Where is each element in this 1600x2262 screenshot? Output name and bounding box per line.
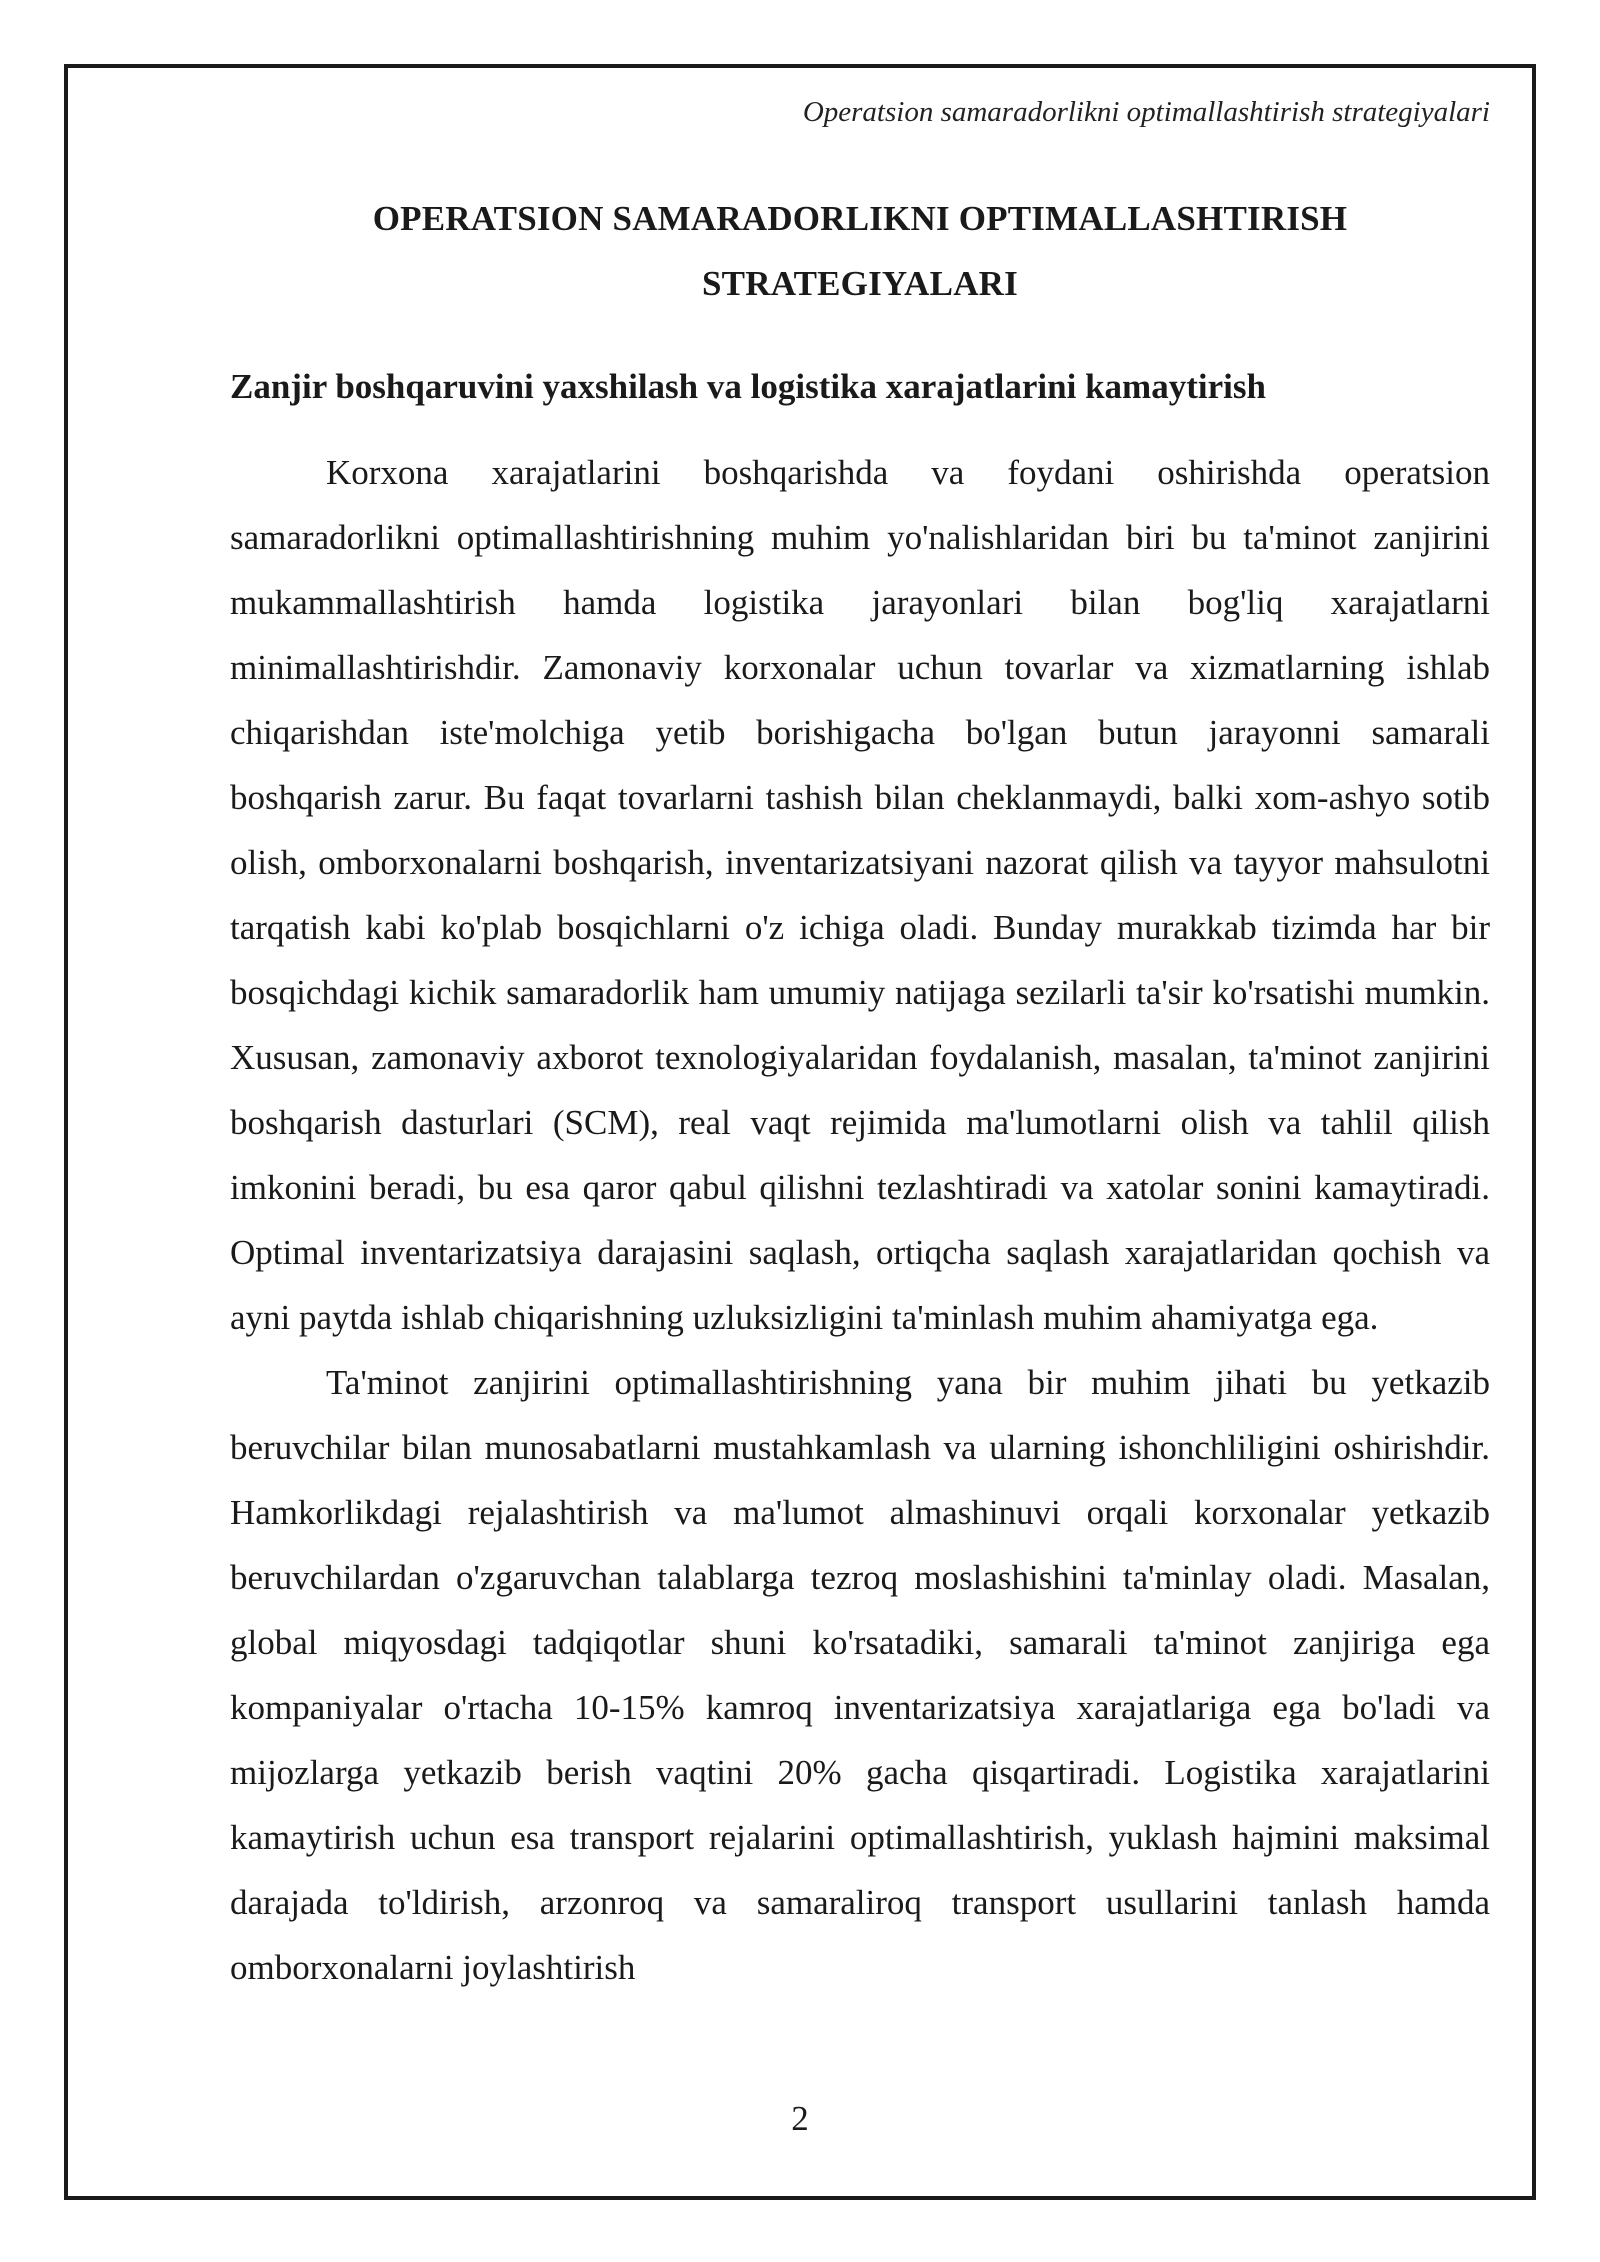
paragraph-2: Ta'minot zanjirini optimallashtirishning yana bir muhim jihati bu yetkazib beruvchilar bilan munosabatlarni mustahkamlash va ularning ishonchliligini oshirishdir. Hamkorlikdagi rejalashtirish va ma'lumot almashinuvi orqali korxonalar yetkazib beruvchilardan o'zgaruvchan talablarga tezroq moslashishini ta'minlay oladi. Masalan, global miqyosdagi tadqiqotlar shuni ko'rsatadiki, samarali ta'minot zanjiriga ega kompaniyalar o'rtacha 10-15% kamroq inventarizatsiya xarajatlariga ega bo'ladi va mijozlarga yetkazib berish vaqtini 20% gacha qisqartiradi. Logistika xarajatlarini kamaytirish uchun esa transport rejalarini optimallashtirish, yuklash hajmini maksimal darajada to'ldirish, arzonroq va samaraliroq transport usullarini tanlash hamda omborxonalarni joylashtirish	[230, 1363, 1490, 1987]
document-title	[230, 186, 1490, 316]
section-heading: Zanjir boshqaruvini yaxshilash va logistika xarajatlarini kamaytirish	[230, 367, 1266, 406]
running-header: Operatsion samaradorlikni optimallashtirish strategiyalari	[802, 96, 1490, 128]
body-text	[230, 440, 1490, 2000]
document-title-line-2: STRATEGIYALARI	[702, 264, 1018, 303]
paragraph-1: Korxona xarajatlarini boshqarishda va foydani oshirishda operatsion samaradorlikni optimallashtirishning muhim yo'nalishlaridan biri bu ta'minot zanjirini mukammallashtirish hamda logistika jarayonlari bilan bog'liq xarajatlarni minimallashtirishdir. Zamonaviy korxonalar uchun tovarlar va xizmatlarning ishlab chiqarishdan iste'molchiga yetib borishigacha bo'lgan butun jarayonni samarali boshqarish zarur. Bu faqat tovarlarni tashish bilan cheklanmaydi, balki xom-ashyo sotib olish, omborxonalarni boshqarish, inventarizatsiyani nazorat qilish va tayyor mahsulotni tarqatish kabi ko'plab bosqichlarni o'z ichiga oladi. Bunday murakkab tizimda har bir bosqichdagi kichik samaradorlik ham umumiy natijaga sezilarli ta'sir ko'rsatishi mumkin. Xususan, zamonaviy axborot texnologiyalaridan foydalanish, masalan, ta'minot zanjirini boshqarish dasturlari (SCM), real vaqt rejimida ma'lumotlarni olish va tahlil qilish imkonini beradi, bu esa qaror qabul qilishni tezlashtiradi va xatolar sonini kamaytiradi. Optimal inventarizatsiya darajasini saqlash, ortiqcha saqlash xarajatlaridan qochish va ayni paytda ishlab chiqarishning uzluksizligini ta'minlash muhim ahamiyatga ega.	[230, 453, 1490, 1337]
document-title-line-1: OPERATSION SAMARADORLIKNI OPTIMALLASHTIRISH	[372, 199, 1348, 238]
page-number: 2	[791, 2099, 809, 2138]
